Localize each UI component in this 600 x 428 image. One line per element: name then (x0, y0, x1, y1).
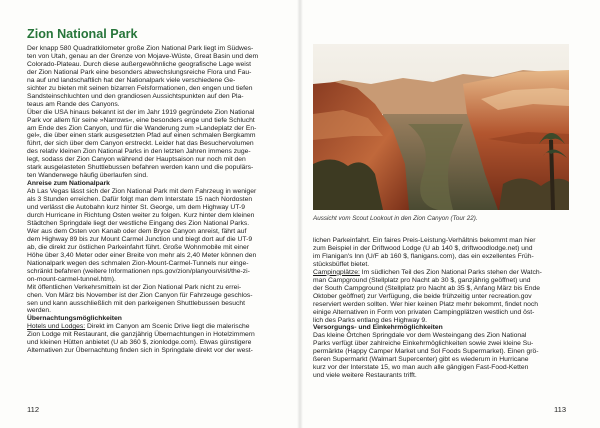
supplies-paragraph (313, 332, 569, 380)
text-line: ab, die direkt zur östlichen Parkeinfahrt führt. Große Wohnmobile mit einer (27, 243, 249, 251)
text-line: kurz vor der Interstate 15, wo man auch alle gängigen Fast-Food-Ketten (313, 364, 529, 372)
text-line: Oktober geöffnet) zur Verfügung, die beide frühzeitig unter recreation.gov (313, 292, 532, 300)
text-line: Das kleine Örtchen Springdale vor dem Westeingang des Zion National (313, 332, 527, 340)
text-line: Parks verfügt über zahlreiche Einkehrmöglichkeiten sowie zwei kleine Su- (313, 340, 534, 348)
text-line: reserviert werden sollten. Wer hier keinen Platz mehr bekommt, findet noch (313, 300, 538, 308)
text-line: chen. Von März bis November ist der Zion Canyon für Fahrzeuge geschlos- (27, 291, 253, 299)
page-number-right: 113 (554, 405, 567, 414)
text-line: stücksbüffet bietet. (313, 260, 370, 268)
section-heading-supplies: Versorgungs- und Einkehrmöglichkeiten (313, 324, 443, 332)
hotels-label: Hotels und Lodges: (27, 323, 86, 331)
text-line: ten von Utah, genau an der Grenze von Mojave-Wüste, Great Basin und dem (27, 52, 259, 60)
text-line: stark ausgelasteten Shuttlebussen befahren werden kann und die populärs- (27, 164, 254, 172)
text-line: Zion Lodge mit Restaurant, die ganzjährig Übernachtungen in Hotelzimmern (27, 331, 255, 339)
text-line: Städtchen Springdale liegt der westliche Eingang des Zion National Parks. (27, 219, 250, 227)
text-line: man Campground (Stellplatz pro Nacht ab 30 $, ganzjährig geöffnet) und (313, 276, 531, 284)
text-line: ßeren Supermarkt (Walmart Supercenter) gibt es wiederum in Hurricane (313, 356, 529, 364)
text-line: gel«, die über einen stark ausgesetzten Pfad auf einen schmalen Bergkamm (27, 132, 256, 140)
text-line: Der knapp 580 Quadratkilometer große Zion National Park liegt im Südwes- (27, 45, 254, 52)
text-line: Über die USA hinaus bekannt ist der im Jahr 1919 gegründete Zion National (27, 108, 255, 116)
text-line: und viele weitere Restaurants trifft. (313, 372, 417, 380)
right-text-column (313, 237, 569, 380)
section-heading-lodging: Übernachtungsmöglichkeiten (27, 315, 122, 323)
book-gutter (297, 0, 303, 428)
photo-caption: Aussicht vom Scout Lookout in den Zion Canyon (Tour 22). (313, 215, 478, 222)
page-title: Zion National Park (27, 27, 138, 41)
text-line: führt, der sich über dem Canyon erstreckt. Leider hat das Besuchervolumen (27, 140, 254, 148)
text-line: Park vor allem für seine »Narrows«, eine besonders enge und tiefe Schlucht (27, 116, 255, 124)
text-line: am Ende des Zion Canyon, und für die Wanderung zum »Landeplatz der En- (27, 124, 257, 132)
text-line: des relativ kleinen Zion National Parks in den letzten Jahren immens zuge- (27, 148, 251, 156)
text-line: werden. (27, 307, 52, 315)
history-paragraph (27, 109, 273, 181)
text-line: sichter zu bieten mit seinen bizarren Felsformationen, den engen und tiefen (27, 84, 253, 92)
text-line: Alternativen zur Übernachtung finden sich in Springdale direkt vor der west- (27, 347, 253, 355)
text-line: Colorado-Plateau. Durch diese außergewöhnliche geografische Lage weist (27, 60, 252, 68)
text-line: na auf und landschaftlich hat der Nationalpark viele verschiedene Ge- (27, 76, 236, 84)
text-line: dem Highway 89 bis zur Mount Carmel Junction und biegt dort auf die UT-9 (27, 235, 253, 243)
lodging-paragraph (27, 323, 273, 355)
text-fragment: Im südlichen Teil des Zion National Parks stehen der Watch- (359, 268, 542, 276)
camping-label: Campingplätze: (313, 268, 360, 276)
text-line (313, 269, 569, 277)
text-line: lich des Parks entlang des Highway 9. (313, 316, 428, 324)
text-line: der South Campground (Stellplatz pro Nacht ab 35 $, Anfang März bis Ende (313, 284, 541, 292)
text-line: zum Beispiel in der Driftwood Lodge (U ab 140 $, driftwoodlodge.net) und (313, 244, 533, 252)
text-line: ten Wanderwege häufig überlaufen sind. (27, 172, 148, 180)
text-line: durch Hurricane in Richtung Osten weiter zu folgen. Kurz hinter dem kleinen (27, 212, 255, 220)
text-line: der Zion National Park eine besonders abwechslungsreiche Flora und Fau- (27, 68, 252, 76)
text-line: lichen Parkeinfahrt. Ein faires Preis-Leistung-Verhältnis bekommt man hier (313, 237, 536, 244)
text-line: und kleinen Hütten anbietet (U ab 360 $, zionlodge.com). Etwas günstigere (27, 339, 252, 347)
lodging-paragraph-cont (313, 237, 569, 269)
text-line: einige Alternativen in Form von privaten Campingplätzen westlich und öst- (313, 308, 535, 316)
text-line: permärkte (Happy Camper Market und Sol Foods Supermarket). Einen grö- (313, 348, 539, 356)
page-number-left: 112 (27, 405, 40, 414)
camping-paragraph (313, 269, 569, 325)
text-line: Nationalpark wegen des schmalen Zion-Mount-Carmel-Tunnels nur einge- (27, 259, 249, 267)
text-line: schränkt befahren (weitere Informationen nps.gov/zion/planyourvisit/the-zi- (27, 267, 250, 275)
text-line: on-mount-carmel-tunnel.htm). (27, 275, 116, 283)
arrival-paragraph (27, 188, 273, 315)
left-text-column (27, 45, 273, 355)
text-line: teaus am Rande des Canyons. (27, 100, 120, 108)
text-line: Ab Las Vegas lässt sich der Zion National Park mit dem Fahrzeug in weniger (27, 188, 257, 196)
section-heading-arrival: Anreise zum Nationalpark (27, 180, 110, 188)
text-line: Wer aus dem Osten von Kanab oder dem Bryce Canyon anreist, fährt auf (27, 227, 247, 235)
text-line: im Flanigan's Inn (U/F ab 160 $, flanigans.com), das ein exzellentes Früh- (313, 252, 534, 260)
text-line: sen und kann ausschließlich mit den parkeigenen Shuttlebussen besucht (27, 299, 246, 307)
text-line: und verlässt die Autobahn kurz hinter St. George, um dem Highway UT-9 (27, 204, 245, 212)
text-line: Mit öffentlichen Verkehrsmitteln ist der Zion National Park nicht zu errei- (27, 283, 242, 291)
intro-paragraph (27, 45, 273, 109)
text-line: als 3 Stunden erreichen. Dafür folgt man dem Interstate 15 nach Nordosten (27, 196, 253, 204)
text-line: Sandsteinschluchten und den grandiosen Aussichtspunkten auf den Pla- (27, 92, 244, 100)
text-line: legt, sodass der Zion Canyon während der Hauptsaison nur noch mit den (27, 156, 246, 164)
canyon-photo (313, 44, 569, 210)
text-fragment: Direkt im Canyon am Scenic Drive liegt die malerische (85, 323, 250, 331)
text-line: Höhe über 3,40 Meter oder einer Breite von mehr als 2,40 Meter können den (27, 251, 257, 259)
